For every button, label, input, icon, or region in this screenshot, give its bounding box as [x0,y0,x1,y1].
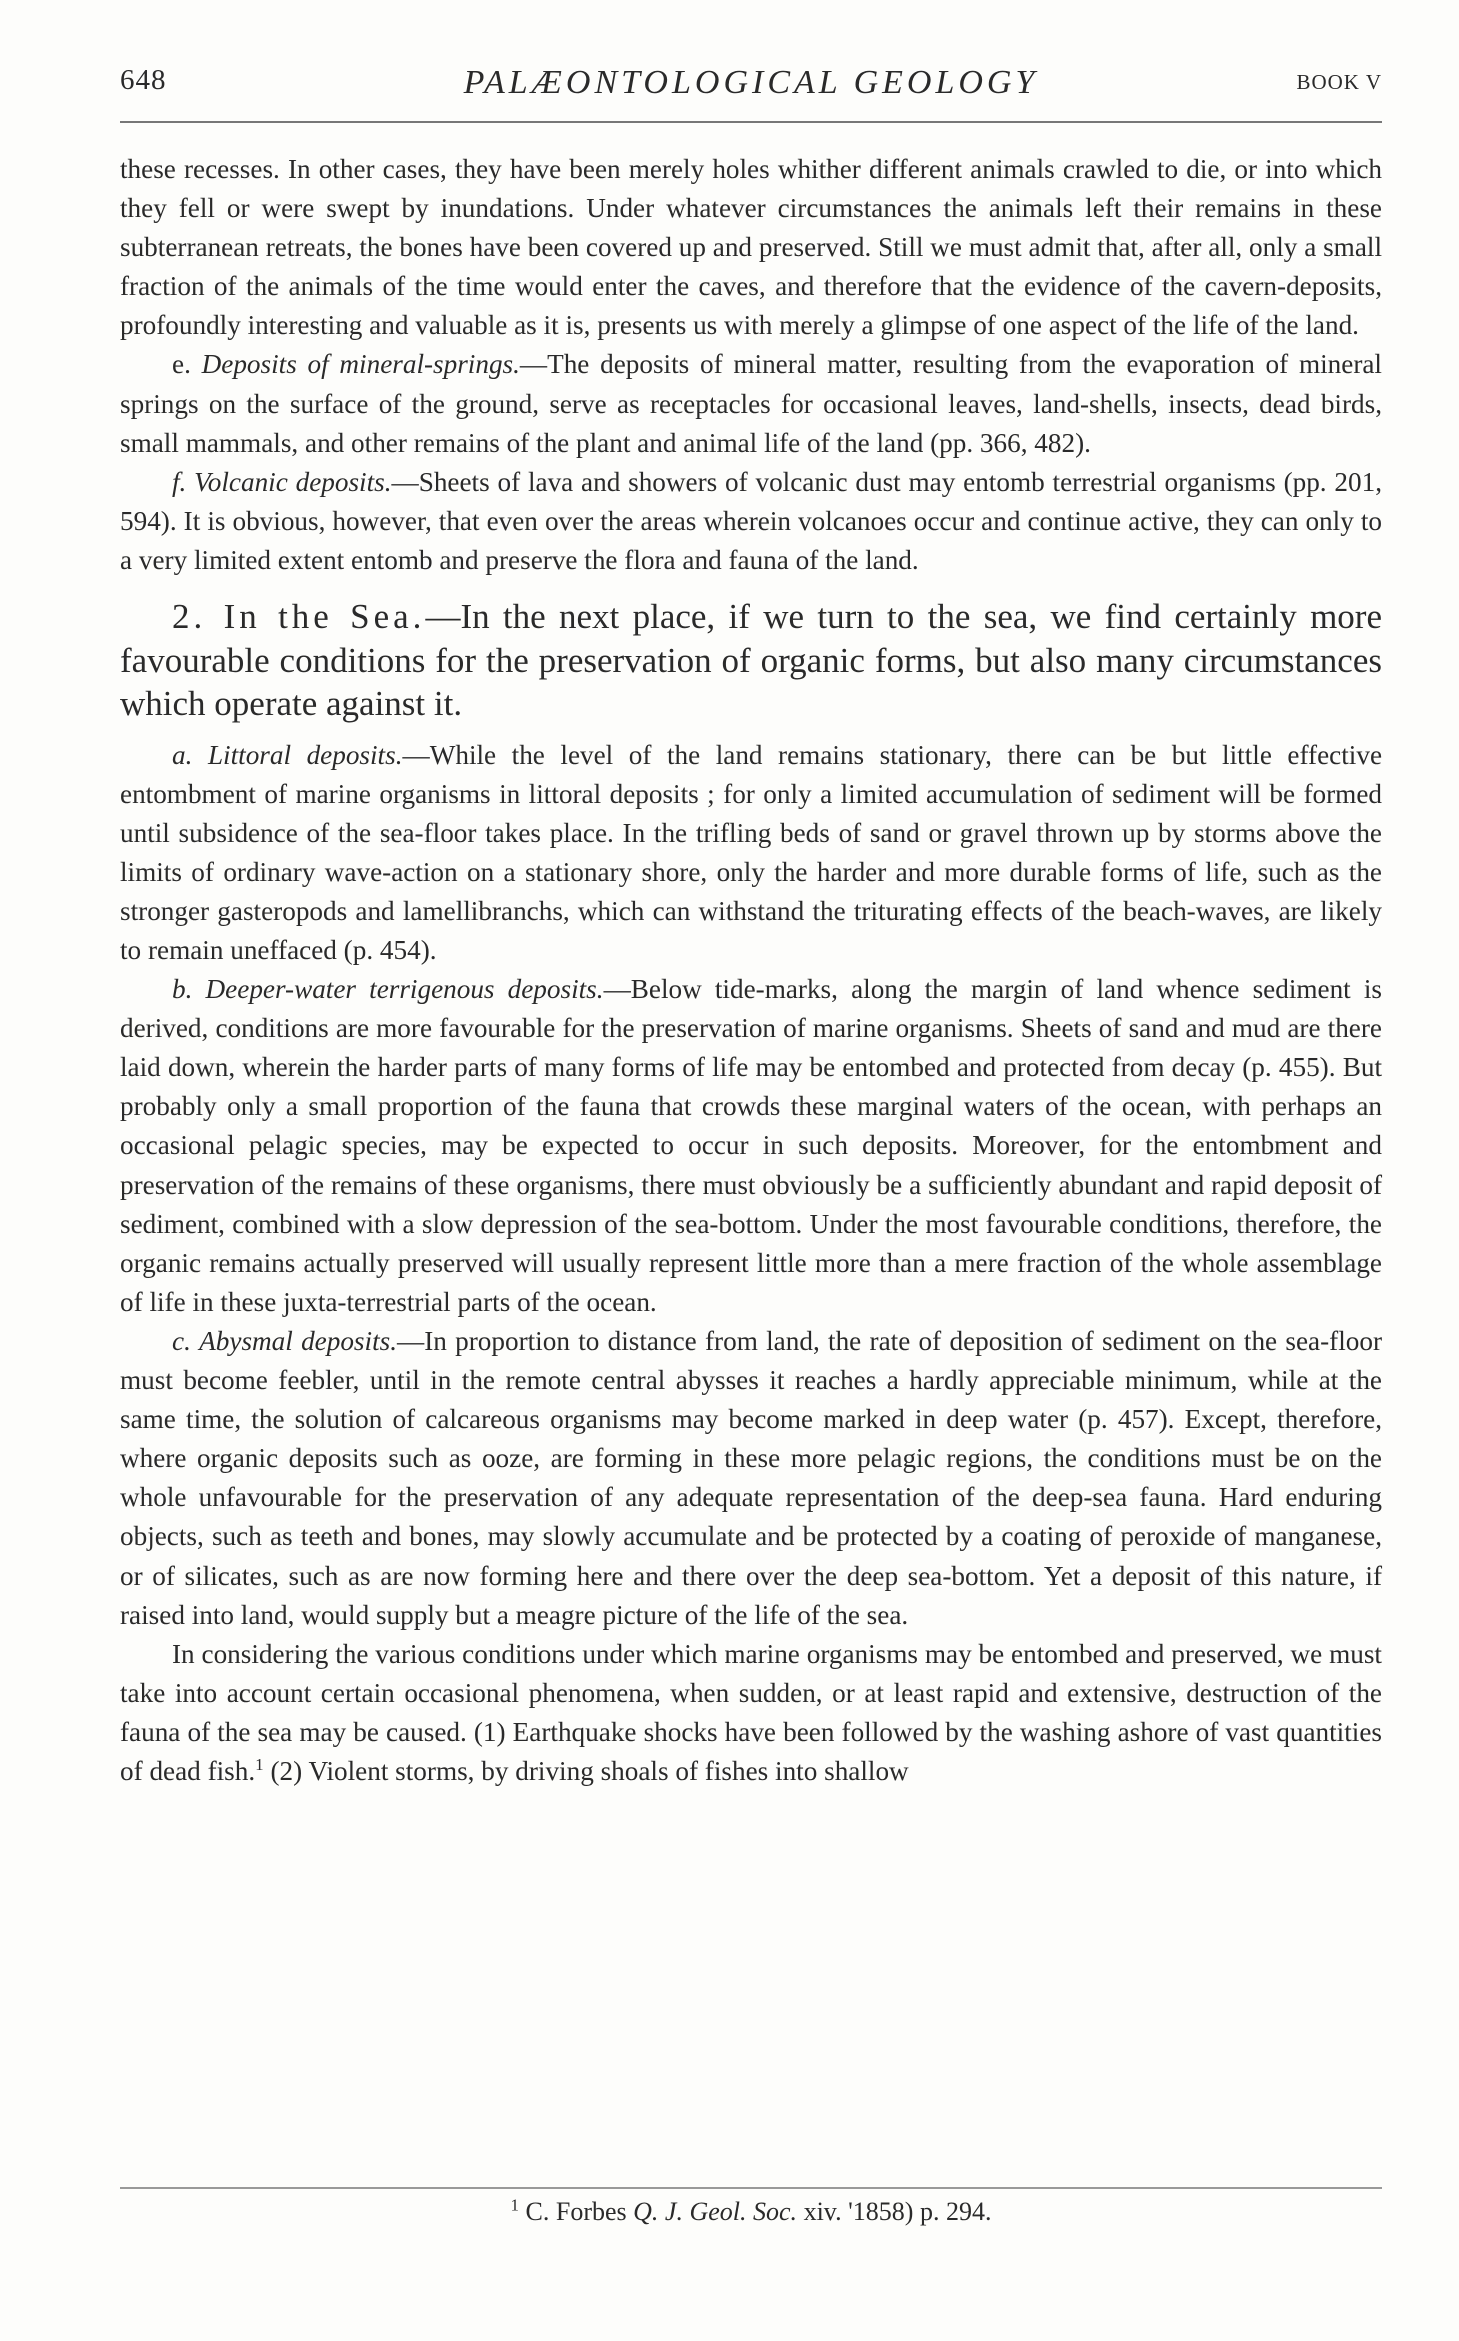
item-text-deeper-water-deposits: —Below tide-marks, along the margin of land whence sediment is derived, conditions are more favourable for the preservation of marine organisms. Sheets of sand and mud are there laid down, wherein the harder parts of many forms of life may be entombed and protected from decay (p. 455). But probably only a small proportion of the fauna that crowds these marginal waters of the ocean, with perhaps an occasional pelagic species, may be expected to occur in such deposits. Moreover, for the entombment and preservation of the remains of these organisms, there must obviously be a sufficiently abundant and rapid deposit of sediment, combined with a slow depression of the sea-bottom. Under the most favourable conditions, therefore, the organic remains actually preserved will usually represent little more than a mere fraction of the whole assemblage of life in these juxta-terrestrial parts of the ocean. [120,974,1383,1317]
section-heading-in-the-sea [120,595,1382,726]
item-text-volcanic-deposits: —Sheets of lava and showers of volcanic dust may entomb terrestrial organisms (pp. 201, 594). It is obvious, however, that even over the areas wherein volcanoes occur and continue active, they can only to a very limited extent entomb and preserve the flora and fauna of the land. [120,466,1382,575]
paragraph-littoral-deposits [120,736,1382,971]
item-label-b: b. [172,974,193,1005]
section-text-in-the-sea: —In the next place, if we turn to the sea, we find certainly more favourable conditions for the preservation of organic forms, but also many circumstances which operate against it. [120,597,1382,724]
item-text-abysmal-deposits: —In proportion to distance from land, the rate of deposition of sediment on the sea-floor must become feebler, until in the remote central abysses it reaches a hardly appreciable minimum, while at the same time, the solution of calcareous organisms may become marked in deep water (p. 457). Except, therefore, where organic deposits such as ooze, are forming in these more pelagic regions, the conditions must be on the whole unfavourable for the preservation of any adequate representation of the deep-sea fauna. Hard enduring objects, such as teeth and bones, may slowly accumulate and be protected by a coating of peroxide of manganese, or of silicates, such as are now forming here and there over the deep sea-bottom. Yet a deposit of this nature, if raised into land, would supply but a meagre picture of the life of the sea. [120,1325,1383,1630]
item-label-e: e. [172,349,191,380]
paragraph-sudden-destruction-part-2: (2) Violent storms, by driving shoals of fishes into shallow [263,1755,909,1786]
body-text [120,150,1382,1791]
running-head [120,64,1382,104]
item-label-a: a. [172,739,193,770]
item-text-mineral-springs: —The deposits of mineral matter, resulting from the evaporation of mineral springs on the surface of the ground, serve as receptacles for occasional leaves, land-shells, insects, dead birds, small mammals, and other remains of the plant and animal life of the land (pp. 366, 482). [120,349,1382,458]
section-label-in-the-sea: 2. In the Sea. [172,597,426,637]
paragraph-sudden-destruction-part-1: In considering the various conditions under which marine organisms may be entombed and preserved, we must take into account certain occasional phenomena, when sudden, or at least rapid and extensive, destruction of the fauna of the sea may be caused. (1) Earthquake shocks have been followed by the washing ashore of vast quantities of dead fish. [120,1638,1382,1786]
footnote-journal: Q. J. Geol. Soc. [633,2197,798,2226]
book-label: BOOK V [1296,70,1382,94]
paragraph-sudden-destruction [120,1635,1382,1791]
page-number: 648 [120,64,167,96]
item-title-mineral-springs: Deposits of mineral-springs. [201,349,520,380]
header-rule [120,121,1382,123]
footnote-rule [120,2187,1382,2189]
footnote-reference[interactable]: 1 [255,1754,264,1774]
paragraph-cave-deposits: these recesses. In other cases, they have been merely holes whither different animals crawled to die, or into which they fell or were swept by inundations. Under whatever circumstances the animals left their remains in these subterranean retreats, the bones have been covered up and preserved. Still we must admit that, after all, only a small fraction of the animals of the time would enter the caves, and therefore that the evidence of the cavern-deposits, profoundly interesting and valuable as it is, presents us with merely a glimpse of one aspect of the life of the land. [120,154,1382,341]
paragraph-deeper-water-deposits [120,970,1382,1322]
footnote-details: xiv. '1858) p. 294. [803,2197,992,2226]
footnote-marker: 1 [510,2195,520,2215]
paragraph-mineral-springs [120,345,1382,462]
footnote [120,2194,1382,2230]
item-title-volcanic-deposits: Volcanic deposits. [194,466,392,497]
item-title-littoral-deposits: Littoral deposits. [207,739,403,770]
paragraph-volcanic-deposits [120,463,1382,580]
item-text-littoral-deposits: —While the level of the land remains stationary, there can be but little effective entombment of marine organisms in littoral deposits ; for only a limited accumulation of sediment will be formed until subsidence of the sea-floor takes place. In the trifling beds of sand or gravel thrown up by storms above the limits of ordinary wave-action on a stationary shore, only the harder and more durable forms of life, such as the stronger gasteropods and lamellibranchs, which can withstand the triturating effects of the beach-waves, are likely to remain uneffaced (p. 454). [120,739,1383,965]
item-title-abysmal-deposits: Abysmal deposits. [199,1325,398,1356]
paragraph-abysmal-deposits [120,1322,1382,1635]
footnote-author: C. Forbes [525,2197,627,2226]
running-title: PALÆONTOLOGICAL GEOLOGY [463,64,1039,101]
item-title-deeper-water-deposits: Deeper-water terrigenous deposits. [205,974,604,1005]
item-label-f: f. [172,466,187,497]
item-label-c: c. [172,1325,191,1356]
